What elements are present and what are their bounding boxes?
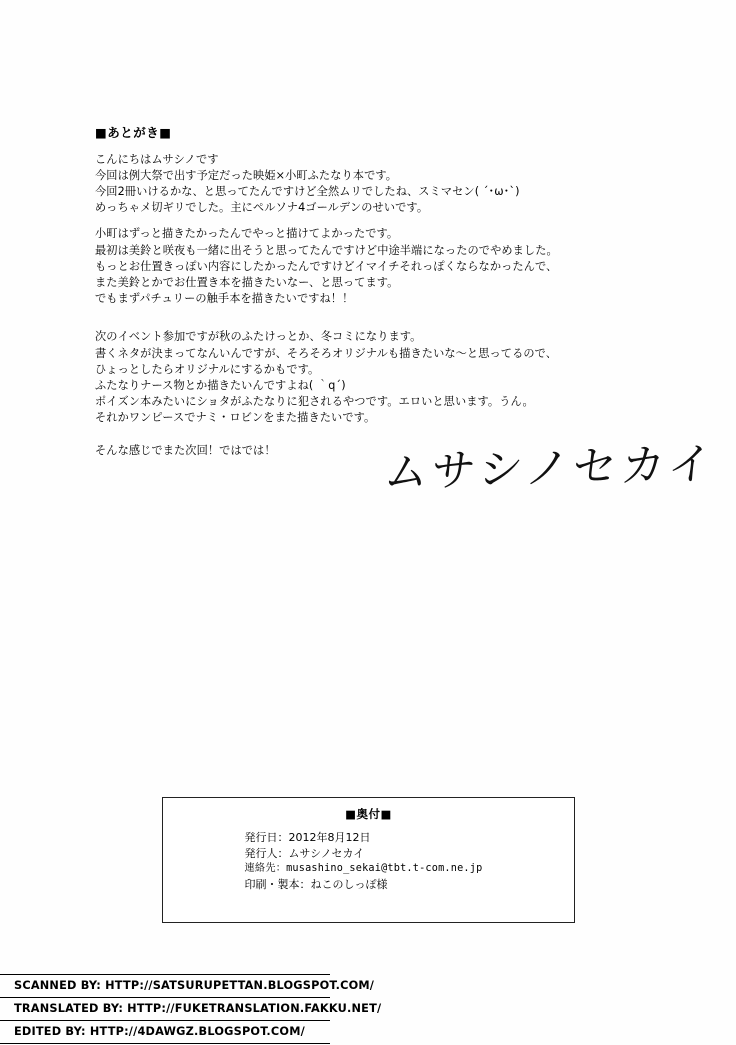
afterword-line: 最初は美鈴と咲夜も一緒に出そうと思ってたんですけど中途半端になったのでやめました。 bbox=[95, 243, 558, 257]
afterword-section bbox=[95, 124, 665, 459]
afterword-line: でもまずパチュリーの触手本を描きたいですね！！ bbox=[95, 292, 354, 306]
afterword-line: ふたなりナース物とか描きたいんですよね( ｀q´) bbox=[95, 378, 346, 392]
afterword-line: 次のイベント参加ですが秋のふたけっとか、冬コミになります。 bbox=[95, 330, 422, 344]
afterword-line: 小町はずっと描きたかったんでやっと描けてよかったです。 bbox=[95, 227, 399, 241]
afterword-line: 書くネタが決まってなんいんですが、そろそろオリジナルも描きたいな～と思ってるので、 bbox=[95, 346, 558, 360]
afterword-heading: ■あとがき■ bbox=[95, 125, 172, 140]
afterword-line: ポイズン本みたいにショタがふたなりに犯されるやつです。エロいと思います。うん。 bbox=[95, 395, 534, 409]
afterword-line: もっとお仕置きっぽい内容にしたかったんですけどイマイチそれっぽくならなかったんで、 bbox=[95, 259, 558, 273]
author-signature: ムサシノセカイ bbox=[381, 438, 719, 499]
colophon-line-publisher: 発行人：ムサシノセカイ bbox=[244, 846, 365, 860]
colophon-line-printer: 印刷・製本：ねこのしっぽ様 bbox=[244, 877, 388, 891]
afterword-line: また美鈴とかでお仕置き本を描きたいなー、と思ってます。 bbox=[95, 275, 399, 289]
scanlation-credits bbox=[0, 974, 382, 1044]
afterword-line: こんにちはムサシノです bbox=[95, 152, 219, 166]
credit-line-edited: EDITED BY: HTTP://4DAWGZ.BLOGSPOT.COM/ bbox=[0, 1021, 330, 1044]
afterword-line: 今回は例大祭で出す予定だった映姫×小町ふたなり本です。 bbox=[95, 168, 398, 182]
afterword-line: 今回2冊いけるかな、と思ってたんですけど全然ムリでしたね、スミマセン( ´･ω･`) bbox=[95, 184, 520, 198]
colophon-title: ■奥付■ bbox=[345, 807, 392, 821]
colophon-inner bbox=[163, 798, 574, 892]
credit-line-translated: TRANSLATED BY: HTTP://FUKETRANSLATION.FAKKU.NET/ bbox=[0, 998, 330, 1021]
afterword-paragraph-2 bbox=[95, 226, 665, 307]
colophon-line-contact: 連絡先：musashino_sekai@tbt.t-com.ne.jp bbox=[244, 863, 483, 874]
afterword-line: ひょっとしたらオリジナルにするかもです。 bbox=[95, 362, 320, 376]
spacer bbox=[95, 307, 665, 329]
credit-line-scanned: SCANNED BY: HTTP://SATSURUPETTAN.BLOGSPOT.COM/ bbox=[0, 974, 330, 998]
afterword-line: そんな感じでまた次回！ではでは！ bbox=[95, 443, 276, 457]
afterword-paragraph-3 bbox=[95, 329, 665, 426]
colophon-line-publish-date: 発行日：2012年8月12日 bbox=[244, 831, 371, 844]
colophon-box bbox=[162, 797, 575, 923]
afterword-line: それかワンピースでナミ・ロビンをまた描きたいです。 bbox=[95, 411, 376, 425]
afterword-paragraph-1 bbox=[95, 152, 665, 217]
colophon-lines bbox=[245, 830, 483, 892]
afterword-line: めっちゃメ切ギリでした。主にペルソナ4ゴールデンのせいです。 bbox=[95, 201, 429, 215]
spacer bbox=[95, 216, 665, 226]
